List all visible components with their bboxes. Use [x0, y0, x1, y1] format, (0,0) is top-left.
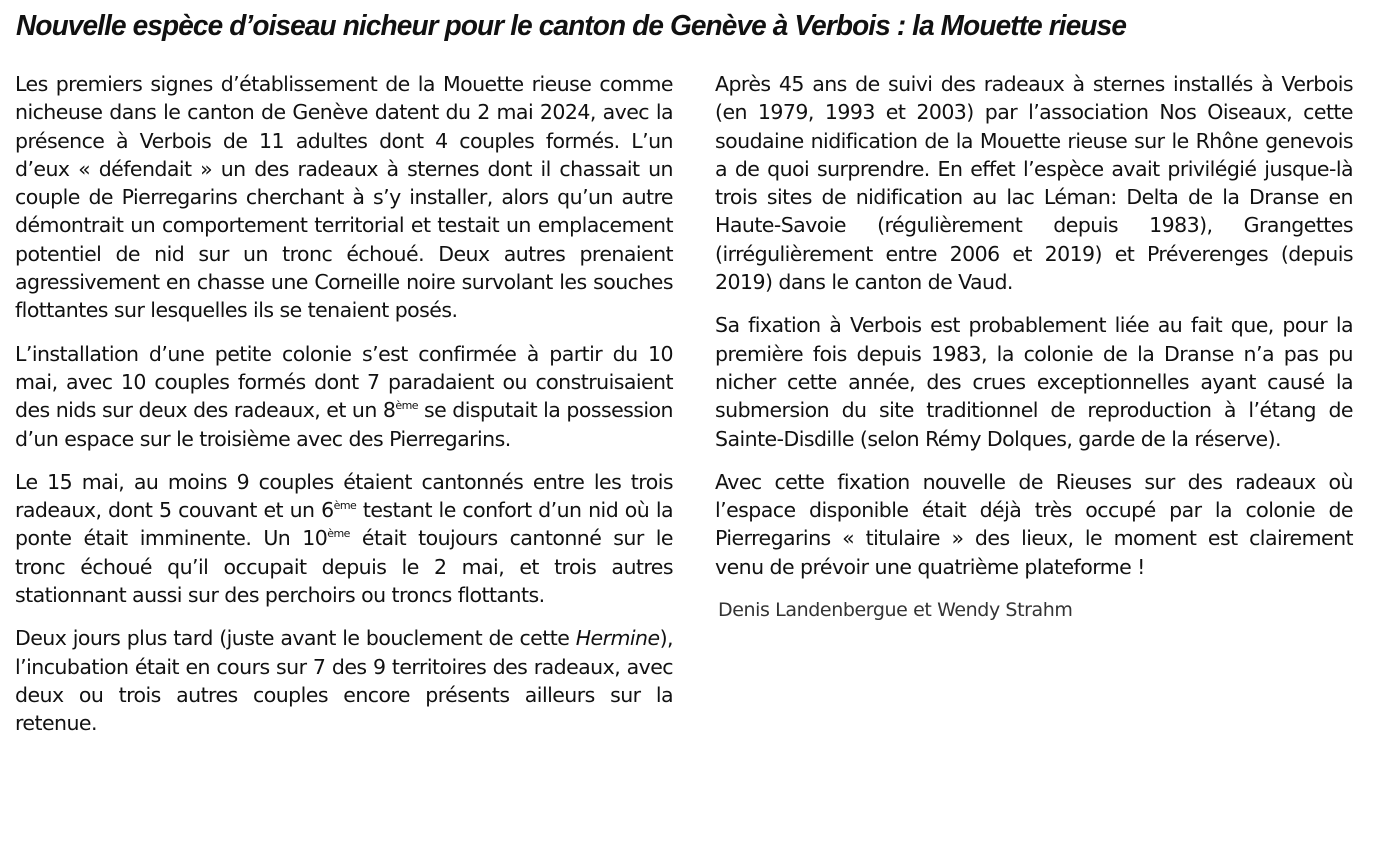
article-title: Nouvelle espèce d’oiseau nicheur pour le canton de Genève à Verbois : la Mouette rieuse [16, 10, 1127, 42]
ordinal-suffix: ème [395, 399, 418, 413]
text-segment: Deux jours plus tard (juste avant le bouclement de cette [15, 626, 576, 651]
ordinal-suffix: ème [327, 527, 350, 541]
ordinal-suffix: ème [333, 499, 357, 513]
text-segment: ), l’incubation était en cours sur 7 des 9 territoires des radeaux, avec deux ou trois autres couples encore présents ailleurs sur la retenue. [15, 626, 673, 736]
text-segment: était toujours cantonné sur le tronc échoué qu’il occupait depuis le 2 mai, et trois autres stationnant aussi sur des perchoirs ou troncs flottants. [15, 526, 673, 608]
paragraph-first-signs: Les premiers signes d’établissement de la Mouette rieuse comme nicheuse dans le canton de Genève datent du 2 mai 2024, avec la présence à Verbois de 11 adultes dont 4 couples formés. L’un d’eux « défendait » un des radeaux à sternes dont il chassait un couple de Pierregarins cherchant à s’y installer, alors qu’un autre démontrait un comportement territorial et testait un emplacement potentiel de nid sur un tronc échoué. Deux autres prenaient agressivement en chasse une Corneille noire survolant les souches flottantes sur lesquelles ils se tenaient posés. [15, 72, 673, 323]
author-signature: Denis Landenbergue et Wendy Strahm [718, 599, 1073, 622]
paragraph-history: Après 45 ans de suivi des radeaux à sternes installés à Verbois (en 1979, 1993 et 2003) par l’association Nos Oiseaux, cette soudaine nidification de la Mouette rieuse sur le Rhône genevois a de quoi surprendre. En effet l’espèce avait privilégié jusque-là trois sites de nidification au lac Léman: Delta de la Dranse en Haute-Savoie (régulièrement depuis 1983), Grangettes (irrégulièrement entre 2006 et 2019) et Préverenges (depuis 2019) dans le canton de Vaud. [715, 72, 1353, 295]
right-column [715, 70, 1353, 624]
paragraph-colony-installation [15, 340, 673, 453]
paragraph-explanation: Sa fixation à Verbois est probablement liée au fait que, pour la première fois depuis 1983, la colonie de la Dranse n’a pas pu nicher cette année, des crues exceptionnelles ayant causé la submersion du site traditionnel de reproduction à l’étang de Sainte-Disdille (selon Rémy Dolques, garde de la réserve). [715, 313, 1353, 451]
text-segment: se disputait la possession d’un espace sur le troisième avec des Pierregarins. [15, 398, 673, 451]
paragraph-incubation [15, 624, 673, 737]
paragraph-conclusion: Avec cette fixation nouvelle de Rieuses sur des radeaux où l’espace disponible était déjà très occupé par la colonie de Pierregarins « titulaire » des lieux, le moment est clairement venu de prévoir une quatrième plateforme ! [715, 469, 1353, 579]
text-segment: L’installation d’une petite colonie s’est confirmée à partir du 10 mai, avec 10 couples formés dont 7 paradaient ou construisaient des nids sur deux des radeaux, et un 8 [15, 341, 673, 423]
left-column [15, 70, 673, 753]
text-segment: Le 15 mai, au moins 9 couples étaient cantonnés entre les trois radeaux, dont 5 couvant et un 6 [15, 469, 673, 523]
text-segment: testant le confort d’un nid où la ponte était imminente. Un 10 [15, 498, 673, 551]
paragraph-may-15 [15, 468, 673, 609]
publication-name: Hermine [575, 626, 660, 651]
